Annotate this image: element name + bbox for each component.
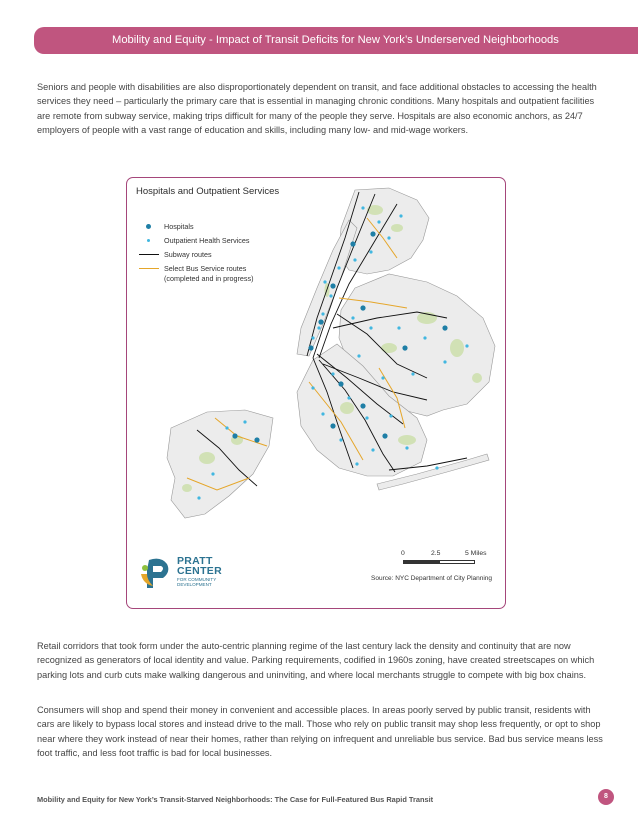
- legend-item-outpatient: [137, 236, 254, 250]
- scale-label-zero: 0: [401, 550, 405, 557]
- legend-label: Select Bus Service routes: [164, 264, 247, 273]
- pratt-center-logo: [139, 554, 249, 594]
- map-title: Hospitals and Outpatient Services: [136, 186, 280, 197]
- paragraph-health-access: Seniors and people with disabilities are also disproportionately dependent on transit, and face additional obstacles to accessing the health services they need – particularly the primary care that is essential in managing chronic conditions. Many hospitals and outpatient facilities are remote from subway service, making trips difficult for many of the people they serve. Hospitals are also economic anchors, as 24/7 employers of people with a vast range of education and skills, including many low- and mid-wage workers.: [37, 82, 597, 136]
- logo-wordmark: [177, 556, 222, 576]
- logo-sub1: FOR COMMUNITY: [177, 577, 217, 582]
- map-legend: [137, 222, 254, 286]
- legend-item-bus: [137, 264, 254, 286]
- scale-label-max: 5 Miles: [465, 550, 487, 557]
- scale-bar-graphic: [403, 560, 475, 564]
- scale-label-mid: 2.5: [431, 550, 441, 557]
- legend-item-hospitals: [137, 222, 254, 236]
- paragraph-retail-corridors: Retail corridors that took form under the auto-centric planning regime of the last century lack the density and continuity that are now recognized as generators of local identity and value. Parking requirements, codified in 1960s zoning, have created streetscapes on which parking lots and curb cuts make walking dangerous and uninviting, and where local merchants struggle to compete with big box chains.: [37, 641, 595, 680]
- logo-line2: CENTER: [177, 565, 222, 577]
- legend-item-subway: [137, 250, 254, 264]
- logo-subtitle: [177, 577, 237, 588]
- legend-label: Subway routes: [164, 250, 212, 259]
- map-source: Source: NYC Department of City Planning: [371, 575, 493, 582]
- page-number-badge: 8: [598, 789, 614, 805]
- paragraph-consumers: Consumers will shop and spend their money in convenient and accessible places. In areas poorly served by public transit, residents with cars are likely to bypass local stores and instead drive to the mall. Those who rely on public transit may shop less frequently, or opt to shop near where they work instead of near their homes, rather than relying on infrequent and unreliable bus service. Bad bus service means less foot traffic, and less foot traffic is bad for local businesses.: [37, 705, 603, 759]
- logo-line1: PRATT: [177, 555, 213, 567]
- outpatient-dot-icon: [147, 239, 150, 242]
- page-header-title: Mobility and Equity - Impact of Transit Deficits for New York’s Underserved Neighborhoods: [112, 34, 559, 46]
- hospital-dot-icon: [146, 224, 151, 229]
- bus-line-icon: [139, 268, 159, 269]
- staten-island-landmass: [167, 410, 273, 518]
- legend-label: Outpatient Health Services: [164, 236, 250, 245]
- page-footer: Mobility and Equity for New York’s Transit-Starved Neighborhoods: The Case for Full-Featured Bus Rapid Transit: [37, 795, 434, 804]
- pratt-logo-icon: [139, 554, 173, 590]
- hospitals-map-figure: [126, 177, 506, 609]
- legend-label-sub: (completed and in progress): [164, 274, 254, 283]
- logo-sub2: DEVELOPMENT: [177, 582, 212, 588]
- subway-line-icon: [139, 254, 159, 255]
- legend-label: Hospitals: [164, 222, 194, 231]
